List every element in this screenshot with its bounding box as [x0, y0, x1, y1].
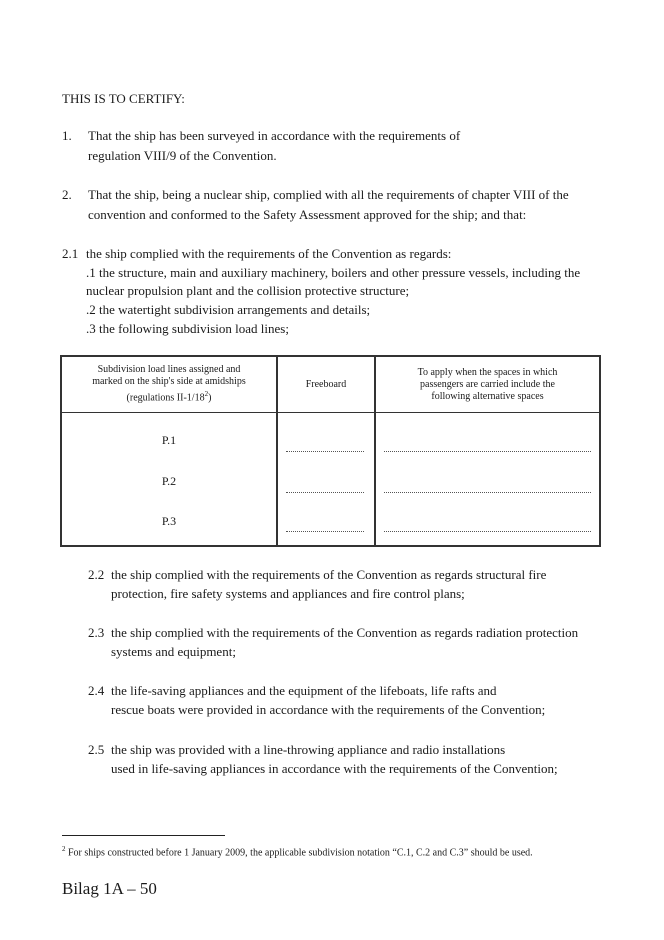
item-number: 1.: [62, 128, 72, 143]
item-text-line: regulation VIII/9 of the Convention.: [88, 148, 277, 163]
load-line-cell: [61, 413, 277, 547]
freeboard-cell: [277, 413, 375, 547]
alternative-spaces-cell: [375, 413, 600, 547]
item-number: 2.5: [88, 742, 105, 757]
item-number: 2.3: [88, 625, 105, 640]
freeboard-field-p3[interactable]: [286, 531, 364, 532]
header-freeboard: Freeboard: [277, 356, 375, 413]
item-number: 2.2: [88, 567, 105, 582]
table-header-row: [61, 356, 600, 413]
item-number: 2.4: [88, 683, 105, 698]
item-number: 2.1: [62, 246, 79, 261]
header-load-lines: [61, 356, 277, 413]
subitem-line: nuclear propulsion plant and the collision protective structure;: [86, 283, 410, 298]
footnote-ref: 2: [204, 390, 209, 399]
footnote-separator: [62, 835, 225, 836]
load-line-label: P.2: [161, 474, 177, 488]
header-line: Subdivision load lines assigned and: [97, 364, 241, 376]
footnote-text: For ships constructed before 1 January 2009, the applicable subdivision notation “C.1, C.2 and C.3” should be used.: [68, 847, 533, 859]
alternative-spaces-field-p2[interactable]: [384, 492, 591, 493]
freeboard-field-p1[interactable]: [286, 451, 364, 452]
subitem-line: .1 the structure, main and auxiliary machinery, boilers and other pressure vessels, including the: [86, 265, 581, 280]
alternative-spaces-field-p1[interactable]: [384, 451, 591, 452]
header-line: passengers are carried include the: [420, 378, 555, 390]
header-line: To apply when the spaces in which: [417, 366, 558, 378]
item-text-line: the ship was provided with a line-throwing appliance and radio installations: [111, 742, 506, 757]
load-line-label: P.3: [161, 514, 177, 528]
freeboard-field-p2[interactable]: [286, 492, 364, 493]
header-alternative-spaces: [375, 356, 600, 413]
header-line: [66, 388, 272, 404]
item-text-line: protection, fire safety systems and appliances and fire control plans;: [111, 586, 465, 601]
load-lines-table: [60, 355, 601, 547]
item-text-line: convention and conformed to the Safety Assessment approved for the ship; and that:: [88, 207, 527, 222]
subitem-line: .3 the following subdivision load lines;: [86, 321, 289, 336]
item-text-line: used in life-saving appliances in accordance with the requirements of the Convention;: [111, 761, 558, 776]
item-text-line: the ship complied with the requirements of the Convention as regards:: [86, 246, 452, 261]
footnote-marker: 2: [62, 845, 66, 853]
footnote: [62, 845, 533, 858]
subitem-line: .2 the watertight subdivision arrangements and details;: [86, 302, 371, 317]
alternative-spaces-field-p3[interactable]: [384, 531, 591, 532]
header-text: ): [208, 392, 212, 404]
item-text-line: the life-saving appliances and the equipment of the lifeboats, life rafts and: [111, 683, 497, 698]
item-text-line: rescue boats were provided in accordance with the requirements of the Convention;: [111, 702, 546, 717]
page-number: Bilag 1A – 50: [62, 879, 157, 898]
table-row: [61, 413, 600, 547]
certify-heading: THIS IS TO CERTIFY:: [62, 91, 185, 106]
header-line: following alternative spaces: [431, 390, 544, 402]
item-number: 2.: [62, 187, 72, 202]
item-text-line: the ship complied with the requirements of the Convention as regards radiation protection: [111, 625, 579, 640]
item-text-line: the ship complied with the requirements of the Convention as regards structural fire: [111, 567, 547, 582]
header-line: marked on the ship's side at amidships: [92, 376, 246, 388]
item-text-line: That the ship has been surveyed in accordance with the requirements of: [88, 128, 461, 143]
load-line-label: P.1: [161, 433, 177, 447]
item-text-line: systems and equipment;: [111, 644, 236, 659]
item-text-line: That the ship, being a nuclear ship, complied with all the requirements of chapter VIII of the: [88, 187, 569, 202]
header-text: (regulations II-1/18: [126, 392, 205, 404]
